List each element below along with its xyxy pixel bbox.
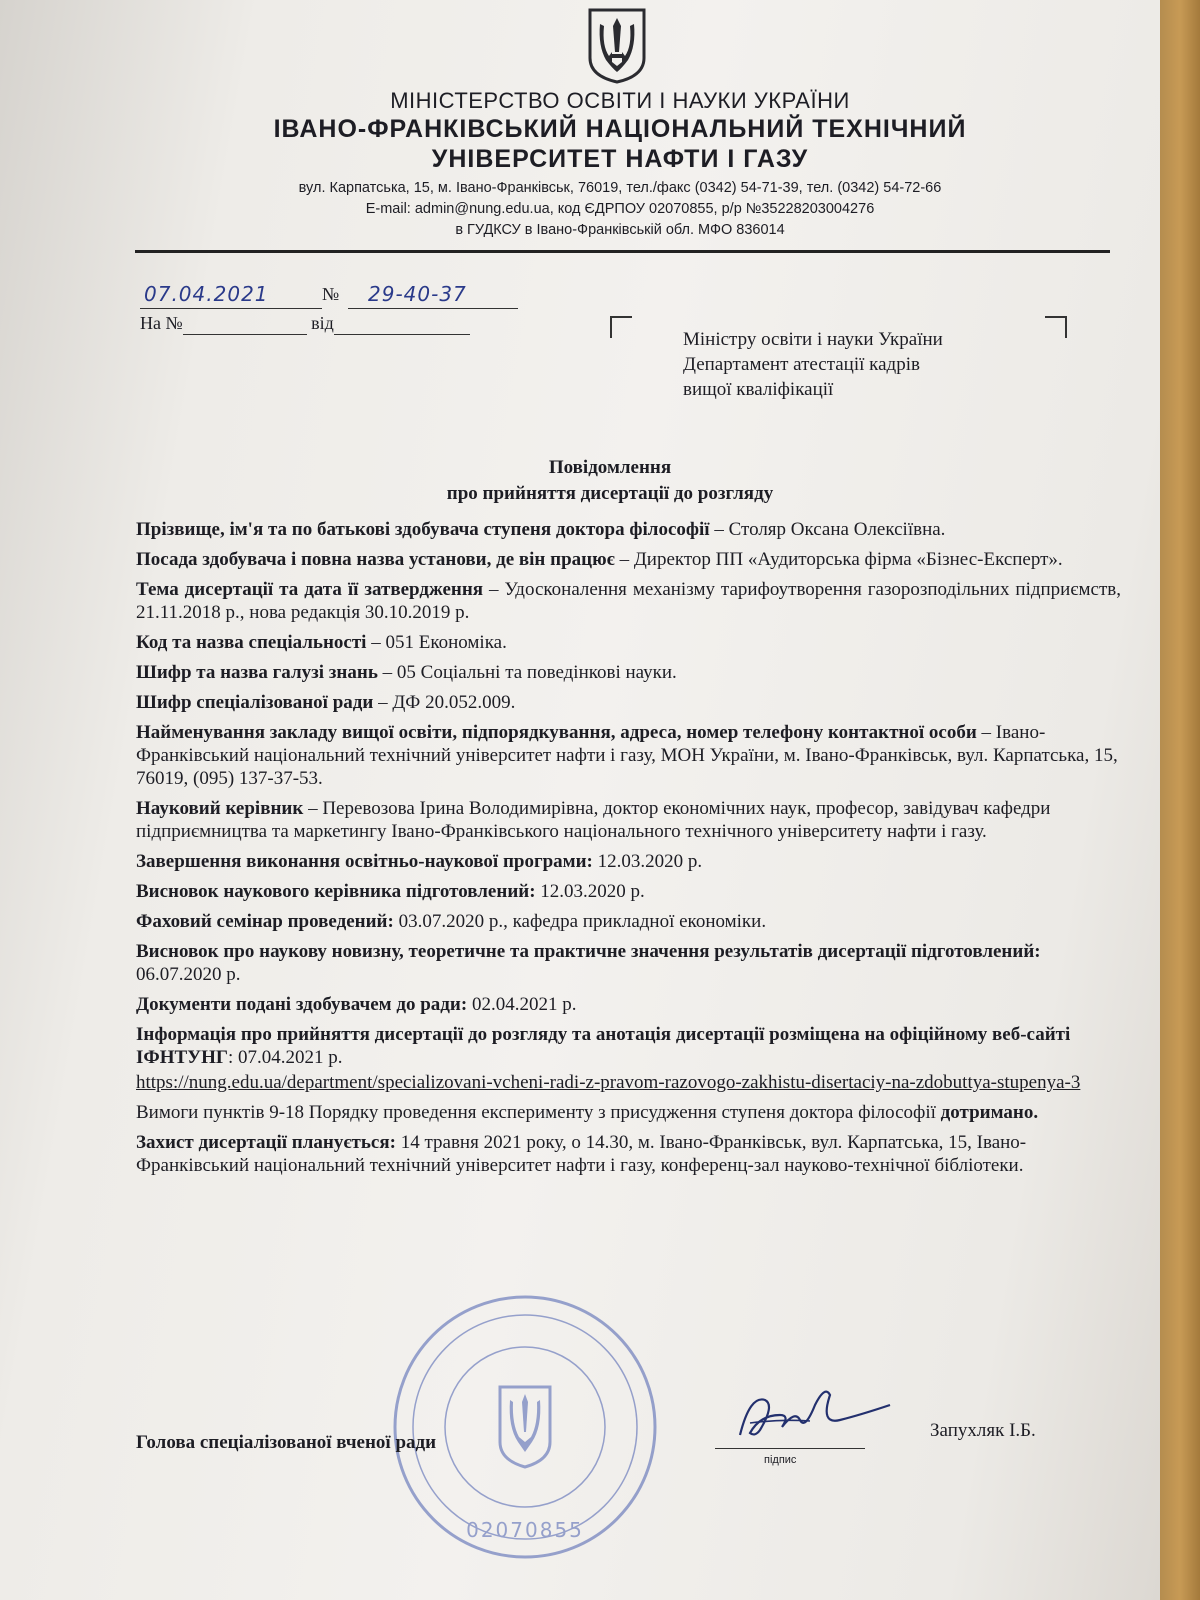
field-council: [136, 691, 1121, 714]
field-value: : 07.04.2021 р.: [227, 1047, 343, 1068]
field-seminar: [136, 910, 1121, 933]
signatory-name: Запухляк І.Б.: [930, 1420, 1036, 1441]
field-info: [136, 1023, 1121, 1069]
table-surface: [1160, 0, 1200, 1600]
bank-line: в ГУДКСУ в Івано-Франківській обл. МФО 836014: [455, 222, 785, 238]
website-link[interactable]: https://nung.edu.ua/department/specializovani-vcheni-radi-z-pravom-razovogo-zakhistu-disertaciy-na-zdobuttya-stupenya-3: [136, 1072, 1081, 1093]
field-program: [136, 850, 1121, 873]
field-label: Документи подані здобувачем до ради:: [136, 994, 468, 1015]
addressee-line: Департамент атестації кадрів: [683, 354, 920, 375]
field-supervisor-conclusion: [136, 880, 1121, 903]
field-value: 12.03.2020 р.: [592, 851, 703, 872]
addressee-line: Міністру освіти і науки України: [683, 329, 943, 350]
addressee-block: [683, 327, 943, 402]
reply-label: На №: [140, 313, 183, 333]
seal-code: 02070855: [466, 1518, 584, 1542]
registration-date: 07.04.2021: [140, 282, 322, 309]
field-requirements: [136, 1101, 1121, 1124]
field-value: 06.07.2020 р.: [136, 964, 241, 985]
field-value: 12.03.2020 р.: [535, 881, 645, 902]
field-value: Вимоги пунктів 9-18 Порядку проведення експерименту з присудження ступеня доктора філософії: [136, 1102, 941, 1123]
address-bracket-right: [1045, 316, 1067, 338]
field-label: Науковий керівник: [136, 798, 304, 819]
field-value: – Столяр Оксана Олексіївна.: [709, 519, 946, 540]
field-value: – Удосконалення механізму тарифоутворення газорозподільних підприємств, 21.11.2018 р., нова редакція 30.10.2019 р.: [136, 579, 1121, 623]
field-specialty: [136, 631, 1121, 654]
field-value: – Перевозова Ірина Володимирівна, доктор економічних наук, професор, завідувач кафедри підприємництва та маркетингу Івано-Франківського національного технічного університету нафти і газу.: [136, 798, 1051, 842]
header-divider: [135, 250, 1110, 253]
field-supervisor: [136, 797, 1121, 843]
field-info-link: [136, 1071, 1121, 1094]
field-label: Висновок про наукову новизну, теоретичне та практичне значення результатів дисертації підготовлений:: [136, 941, 1041, 962]
document-title: Повідомлення: [548, 457, 672, 478]
field-label: Фаховий семінар проведений:: [136, 911, 394, 932]
registration-number: 29-40-37: [348, 282, 518, 309]
notice-body: [136, 518, 1121, 1184]
ministry-name: МІНІСТЕРСТВО ОСВІТИ І НАУКИ УКРАЇНИ: [390, 88, 850, 113]
field-value: 03.07.2020 р., кафедра прикладної економіки.: [393, 911, 767, 932]
field-topic: [136, 578, 1121, 624]
field-label: Шифр та назва галузі знань: [136, 662, 378, 683]
field-value: – Директор ПП «Аудиторська фірма «Бізнес-Експерт».: [614, 549, 1063, 570]
reply-date-blank: [334, 313, 470, 335]
field-label: Найменування закладу вищої освіти, підпорядкування, адреса, номер телефону контактної особи: [136, 722, 977, 743]
field-value: – Івано-Франківський національний технічний університет нафти і газу, МОН України, м. Івано-Франківськ, вул. Карпатська, 15, 76019, (095) 137-37-53.: [136, 722, 1118, 789]
field-label: Прізвище, ім'я та по батькові здобувача ступеня доктора філософії: [136, 519, 710, 540]
trident-emblem-icon: [586, 6, 648, 84]
university-name-line2: УНІВЕРСИТЕТ НАФТИ І ГАЗУ: [431, 145, 809, 173]
field-knowledge-area: [136, 661, 1121, 684]
registration-number-label: №: [322, 284, 340, 304]
field-label: Посада здобувача і повна назва установи, де він працює: [136, 549, 615, 570]
address-bracket-left: [610, 316, 632, 338]
field-value: 02.04.2021 р.: [467, 994, 577, 1015]
address-line: вул. Карпатська, 15, м. Івано-Франківськ, 76019, тел./факс (0342) 54-71-39, тел. (0342) 54-72-66: [298, 180, 942, 196]
field-label: Код та назва спеціальності: [136, 632, 367, 653]
field-label: Шифр спеціалізованої ради: [136, 692, 374, 713]
field-applicant: [136, 518, 1121, 541]
field-institution: [136, 721, 1121, 790]
field-label: Завершення виконання освітньо-наукової програми:: [136, 851, 593, 872]
field-label: Тема дисертації та дата її затвердження: [136, 579, 484, 600]
field-value: – ДФ 20.052.009.: [373, 692, 516, 713]
reply-number-blank: [183, 313, 307, 335]
signatory-role: Голова спеціалізованої вченої ради: [136, 1432, 437, 1453]
signature-line: [715, 1448, 865, 1449]
field-defense: [136, 1131, 1121, 1177]
field-label: дотримано.: [940, 1102, 1039, 1123]
field-label: Захист дисертації планується:: [136, 1132, 396, 1153]
addressee-line: вищої кваліфікації: [683, 379, 834, 400]
field-documents: [136, 993, 1121, 1016]
field-novelty: [136, 940, 1121, 986]
university-name-line1: ІВАНО-ФРАНКІВСЬКИЙ НАЦІОНАЛЬНИЙ ТЕХНІЧНИЙ: [273, 115, 967, 143]
from-label: від: [311, 313, 334, 333]
field-label: Інформація про прийняття дисертації до розгляду та анотація дисертації розміщена на офіційному веб-сайті ІФНТУНГ: [136, 1024, 1071, 1068]
signature-caption: підпис: [764, 1454, 797, 1466]
reply-reference: [140, 313, 470, 335]
field-position: [136, 548, 1121, 571]
contact-line: E-mail: admin@nung.edu.ua, код ЄДРПОУ 02070855, р/р №35228203004276: [365, 201, 875, 217]
field-value: – 051 Економіка.: [366, 632, 507, 653]
document-subtitle: про прийняття дисертації до розгляду: [446, 483, 774, 504]
field-value: – 05 Соціальні та поведінкові науки.: [377, 662, 677, 683]
field-label: Висновок наукового керівника підготовлений:: [136, 881, 536, 902]
official-seal-icon: [390, 1292, 660, 1562]
handwritten-signature-icon: [720, 1375, 900, 1455]
field-value: 14 травня 2021 року, о 14.30, м. Івано-Франківськ, вул. Карпатська, 15, Івано-Франківський національний технічний університет нафти і газу, конференц-зал науково-технічної бібліотеки.: [136, 1132, 1027, 1176]
